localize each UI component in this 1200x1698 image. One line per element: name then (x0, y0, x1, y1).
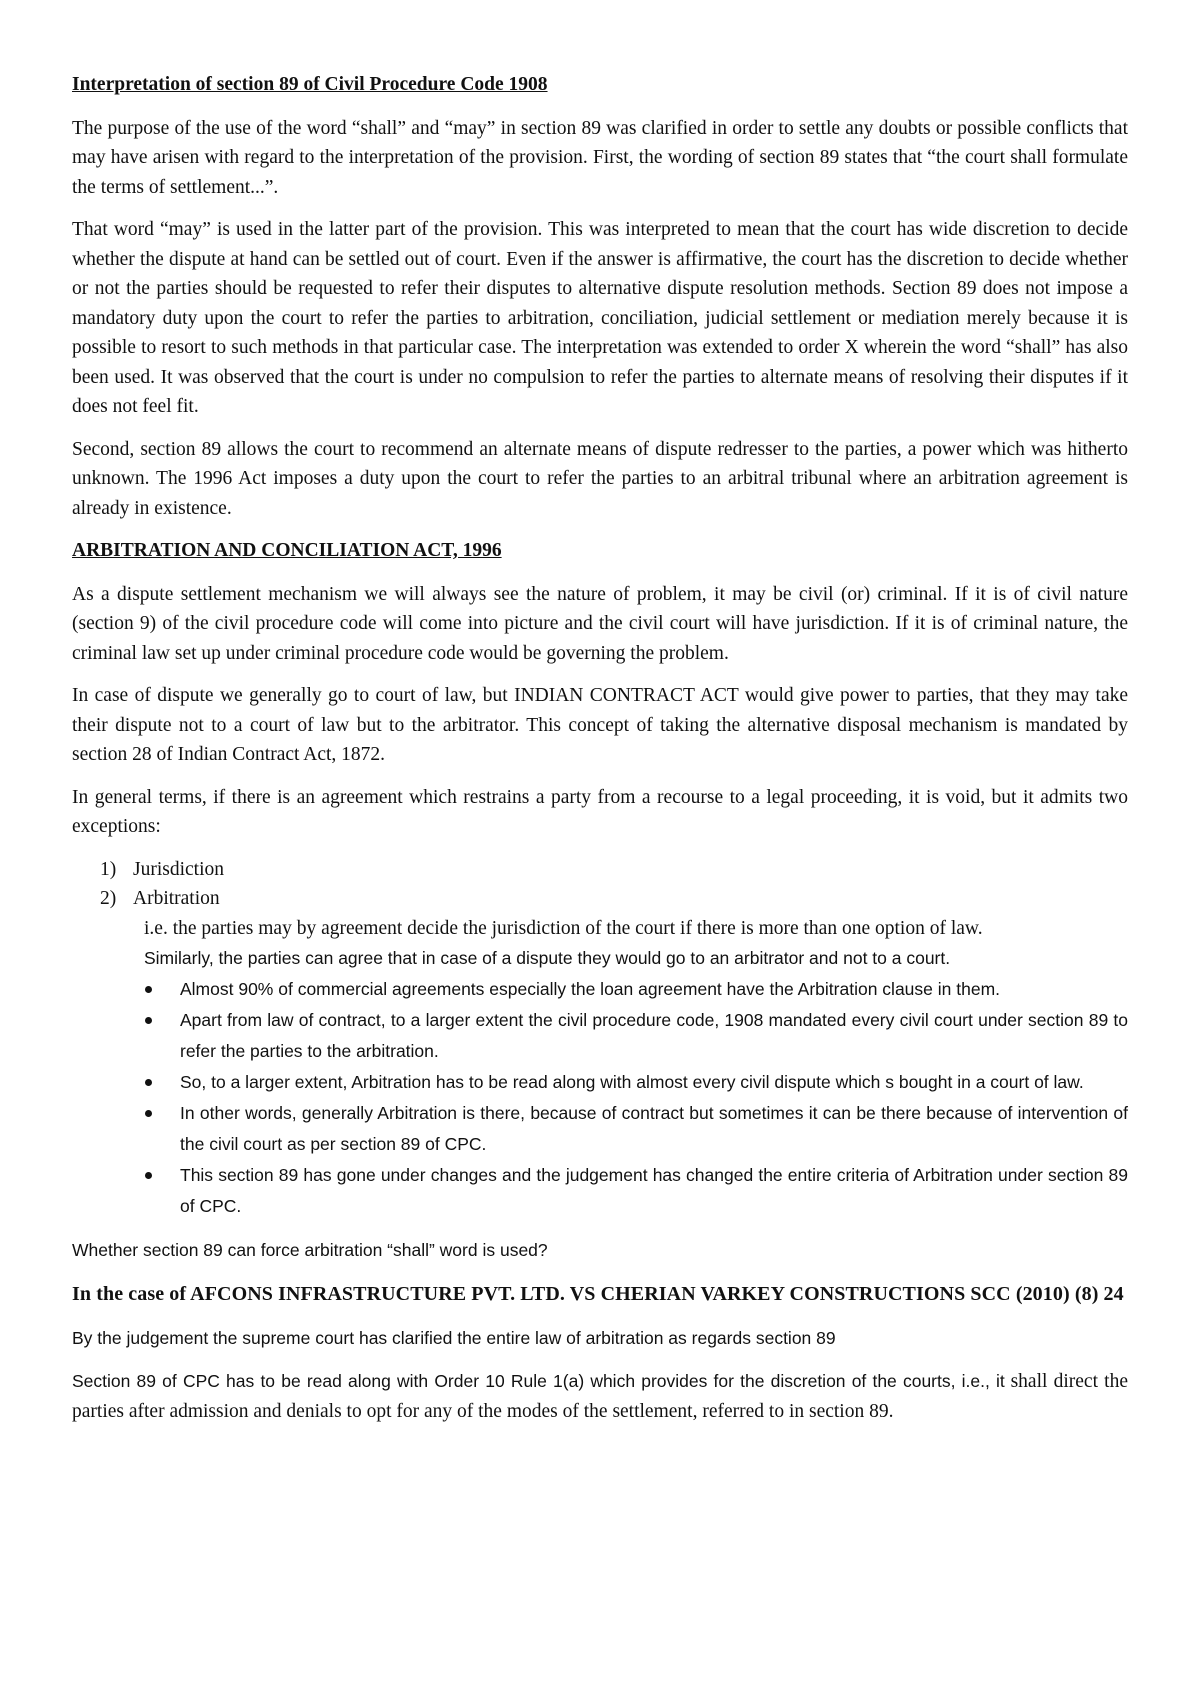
bullet-icon (145, 986, 152, 993)
paragraph-purpose: The purpose of the use of the word “shall” and “may” in section 89 was clarified in order to settle any doubts or possible conflicts that may have arisen with regard to the interpretation of the provision. First, the wording of section 89 states that “the court shall formulate the terms of settlement...”. (72, 117, 1128, 198)
list-item (180, 1160, 1128, 1222)
bullet-text: Apart from law of contract, to a larger extent the civil procedure code, 1908 mandated every civil court under section 89 to refer the parties to the arbitration. (180, 1010, 1128, 1061)
paragraph-contract-act: In case of dispute we generally go to court of law, but INDIAN CONTRACT ACT would give power to parties, that they may take their dispute not to a court of law but to the arbitrator. This concept of taking the alternative disposal mechanism is mandated by section 28 of Indian Contract Act, 1872. (72, 685, 1128, 765)
paragraph-dispute-mechanism: As a dispute settlement mechanism we will always see the nature of problem, it may be civil (or) criminal. If it is of civil nature (section 9) of the civil procedure code will come into picture and the civil court will have jurisdiction. If it is of criminal nature, the criminal law set up under criminal procedure code would be governing the problem. (72, 583, 1128, 664)
bullet-text: In other words, generally Arbitration is there, because of contract but sometimes it can be there because of intervention of the civil court as per section 89 of CPC. (180, 1103, 1128, 1154)
list-number: 2) (100, 888, 117, 909)
bullet-icon (145, 1172, 152, 1179)
bullet-text: So, to a larger extent, Arbitration has to be read along with almost every civil dispute which s bought in a court of law. (180, 1072, 1084, 1092)
bullet-icon (145, 1079, 152, 1086)
paragraph-general-terms: In general terms, if there is an agreement which restrains a party from a recourse to a legal proceeding, it is void, but it admits two exceptions: (72, 786, 1128, 837)
order-10-serif-text: shall direct the parties after admission and denials to opt for any of the modes of the settlement, referred to in section 89. (72, 1371, 1129, 1422)
list-label: Jurisdiction (133, 858, 224, 880)
similarly-line: Similarly, the parties can agree that in case of a dispute they would go to an arbitrator and not to a court. (144, 948, 951, 968)
section-heading-arbitration-act: ARBITRATION AND CONCILIATION ACT, 1996 (72, 540, 502, 561)
bullet-icon (145, 1017, 152, 1024)
section-heading-interpretation: Interpretation of section 89 of Civil Procedure Code 1908 (72, 74, 548, 95)
list-item (180, 1098, 1128, 1160)
list-label: Arbitration (133, 888, 220, 909)
bullet-icon (145, 1110, 152, 1117)
list-item (180, 1067, 1128, 1098)
paragraph-second: Second, section 89 allows the court to recommend an alternate means of dispute redresser to the parties, a power which was hitherto unknown. The 1996 Act imposes a duty upon the court to refer the parties to an arbitral tribunal where an arbitration agreement is already in existence. (72, 438, 1128, 519)
bullet-list (72, 974, 1128, 1222)
list-item (100, 855, 1128, 885)
paragraph-judgement: By the judgement the supreme court has clarified the entire law of arbitration as regards section 89 (72, 1328, 836, 1348)
order-10-sans-text: Section 89 of CPC has to be read along with Order 10 Rule 1(a) which provides for the discretion of the courts, i.e., it (72, 1371, 1005, 1391)
paragraph-may-interpretation: That word “may” is used in the latter part of the provision. This was interpreted to mean that the court has wide discretion to decide whether the dispute at hand can be settled out of court. Even if the answer is affirmative, the court has the discretion to decide whether or not the parties should be requested to refer their disputes to alternative dispute resolution methods. Section 89 does not impose a mandatory duty upon the court to refer the parties to arbitration, conciliation, judicial settlement or mediation merely because it is possible to resort to such methods in that particular case. The interpretation was extended to order X wherein the word “shall” has also been used. It was observed that the court is under no compulsion to refer the parties to alternate means of resolving their disputes if it does not feel fit. (72, 219, 1128, 417)
list-number: 1) (100, 858, 117, 880)
case-heading: In the case of AFCONS INFRASTRUCTURE PVT. LTD. VS CHERIAN VARKEY CONSTRUCTIONS SCC (2010) (8) 24 (72, 1283, 1124, 1305)
list-item (180, 974, 1128, 1005)
bullet-text: This section 89 has gone under changes and the judgement has changed the entire criteria of Arbitration under section 89 of CPC. (180, 1165, 1128, 1216)
list-item (180, 1005, 1128, 1067)
question-line: Whether section 89 can force arbitration “shall” word is used? (72, 1240, 548, 1260)
list-item (100, 884, 1128, 914)
exceptions-list (72, 855, 1128, 914)
paragraph-order-10 (72, 1367, 1128, 1426)
ie-line: i.e. the parties may by agreement decide the jurisdiction of the court if there is more than one option of law. (144, 917, 983, 939)
bullet-text: Almost 90% of commercial agreements especially the loan agreement have the Arbitration clause in them. (180, 979, 1001, 999)
